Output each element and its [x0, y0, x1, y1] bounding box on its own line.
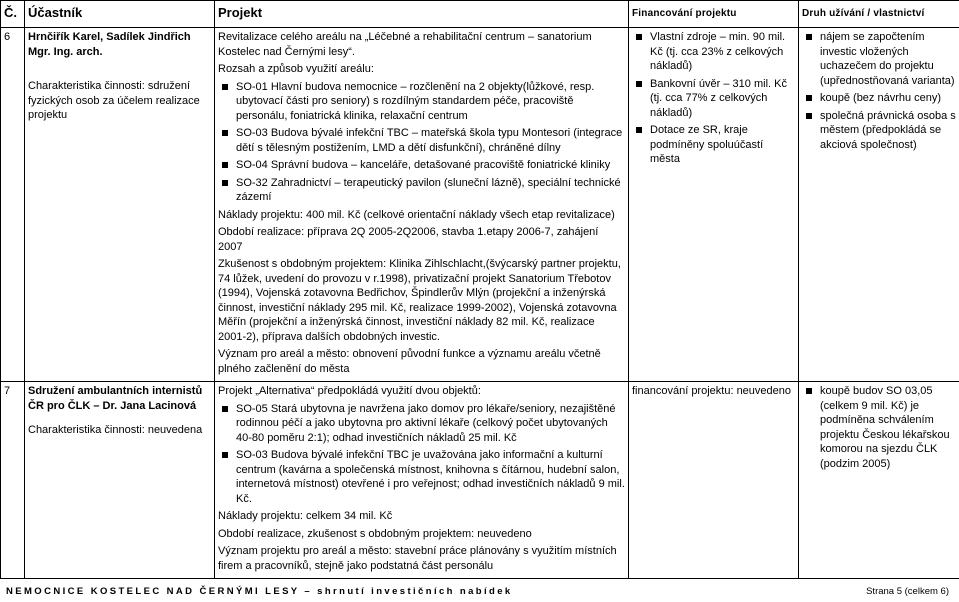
project-costs: Náklady projektu: 400 mil. Kč (celkové orientační náklady všech etap revitalizace) [218, 208, 615, 221]
project-significance: Význam pro areál a město: obnovení původní funkce a významu areálu včetně plného začlenění do města [218, 348, 601, 375]
usage-list [802, 384, 956, 471]
project-period: Období realizace, zkušenost s obdobným projektem: neuvedeno [218, 527, 532, 540]
project-cell [215, 28, 629, 382]
table-row [1, 382, 959, 579]
list-item: koupě (bez návrhu ceny) [802, 91, 956, 106]
project-cell [215, 382, 629, 579]
list-item: SO-04 Správní budova – kanceláře, detašované pracoviště foniatrické kliniky [218, 158, 625, 173]
page-footer [6, 585, 953, 600]
table-row [1, 28, 959, 382]
usage-list [802, 30, 956, 152]
list-item: Vlastní zdroje – min. 90 mil. Kč (tj. cca 23% z celkových nákladů) [632, 30, 795, 74]
col-header-financing: Financování projektu [629, 1, 799, 28]
list-item: SO-01 Hlavní budova nemocnice – rozčlenění na 2 objekty(lůžkové, resp. ubytovací části pro seniory) s rozdílným standardem péče, pracoviště personálu, foniatrická klinika, relaxační centrum [218, 80, 625, 124]
list-item: Bankovní úvěr – 310 mil. Kč (tj. cca 77% z celkových nákladů) [632, 77, 795, 121]
project-intro: Projekt „Alternativa“ předpokládá využití dvou objektů: [218, 385, 481, 397]
row-number: 7 [1, 382, 25, 579]
col-header-project: Projekt [215, 1, 629, 28]
participant-cell [25, 382, 215, 579]
financing-cell [629, 382, 799, 579]
project-significance: Význam projektu pro areál a město: stavební práce plánovány s využitím místních firem a pracovníků, stejně jako podstatná část personálu [218, 545, 617, 572]
usage-cell [799, 382, 959, 579]
col-header-participant: Účastník [25, 1, 215, 28]
project-mode: Rozsah a způsob využití areálu: [218, 63, 374, 75]
participant-characteristic: Charakteristika činnosti: sdružení fyzických osob za účelem realizace projektu [28, 80, 200, 121]
list-item: SO-32 Zahradnictví – terapeutický pavilon (sluneční lázně), speciální technické zázemí [218, 176, 625, 205]
financing-list [632, 30, 795, 167]
col-header-usage: Druh užívání / vlastnictví [799, 1, 959, 28]
row-number: 6 [1, 28, 25, 382]
col-header-number: Č. [1, 1, 25, 28]
participant-names: Hrnčiřík Karel, Sadílek Jindřich Mgr. Ing. arch. [28, 31, 191, 58]
project-costs: Náklady projektu: celkem 34 mil. Kč [218, 510, 393, 522]
list-item: společná právnická osoba s městem (předpokládá se akciová společnost) [802, 109, 956, 153]
project-experience: Zkušenost s obdobným projektem: Klinika Zihlschlacht,(švýcarský partner projektu, 74 lůžek, uvedení do provozu v r.1998), privatizační projekt Sanatorium Třebotov (1994), Vojenská zotavovna Bedřichov, Špindlerův Mlýn (projekční a inženýrská činnost, investiční náklady 295 mil. Kč, realizace 1999-2002), Vojenská zotavovna Měřín (projekční a inženýrská činnost, investiční náklady 82 mil. Kč, realizace 2001-2), příprava dalších obdobných investic. [218, 258, 621, 343]
project-items [218, 402, 625, 507]
page-number: Strana 5 (celkem 6) [866, 586, 949, 597]
list-item: SO-03 Budova bývalé infekční TBC – mateřská škola typu Montesori (integrace dětí s tělesným postižením, LMD a dětí disfunkční), chráněné dílny [218, 126, 625, 155]
financing-cell [629, 28, 799, 382]
project-items [218, 80, 625, 205]
participant-characteristic: Charakteristika činnosti: neuvedena [28, 424, 203, 436]
project-period: Období realizace: příprava 2Q 2005-2Q2006, stavba 1.etapy 2006-7, zahájení 2007 [218, 226, 599, 253]
participant-cell [25, 28, 215, 382]
list-item: Dotace ze SR, kraje podmíněny spoluúčastí města [632, 123, 795, 167]
project-intro: Revitalizace celého areálu na „Léčebné a rehabilitační centrum – sanatorium Kostelec nad Černými lesy“. [218, 31, 592, 58]
financing-text: financování projektu: neuvedeno [632, 385, 792, 397]
usage-cell [799, 28, 959, 382]
footer-title: NEMOCNICE KOSTELEC NAD ČERNÝMI LESY – shrnutí investičních nabídek [6, 586, 513, 597]
list-item: koupě budov SO 03,05 (celkem 9 mil. Kč) je podmíněna schválením projektu Českou lékařskou komorou na sjezdu ČLK (podzim 2005) [802, 384, 956, 471]
list-item: nájem se započtením investic vložených uchazečem do projektu (upřednostňovaná varianta) [802, 30, 956, 88]
list-item: SO-03 Budova bývalé infekční TBC je uvažována jako informační a kulturní centrum (kavárna a společenská místnost, knihovna s čítárnou, hudební salon, internetová místnost) otevřené i pro veřejnost; odhad investičních nákladů 9 mil. Kč. [218, 448, 625, 506]
list-item: SO-05 Stará ubytovna je navržena jako domov pro lékaře/seniory, nezajištěné rodinnou péčí a jako ubytovna pro aktivní lékaře (celkový počet ubytovaných 40-80 poměru 2:1); odhad investičních nákladů 25 mil. Kč [218, 402, 625, 446]
header-row [1, 1, 959, 28]
participant-names: Sdružení ambulantních internistů ČR pro ČLK – Dr. Jana Lacinová [28, 385, 203, 412]
